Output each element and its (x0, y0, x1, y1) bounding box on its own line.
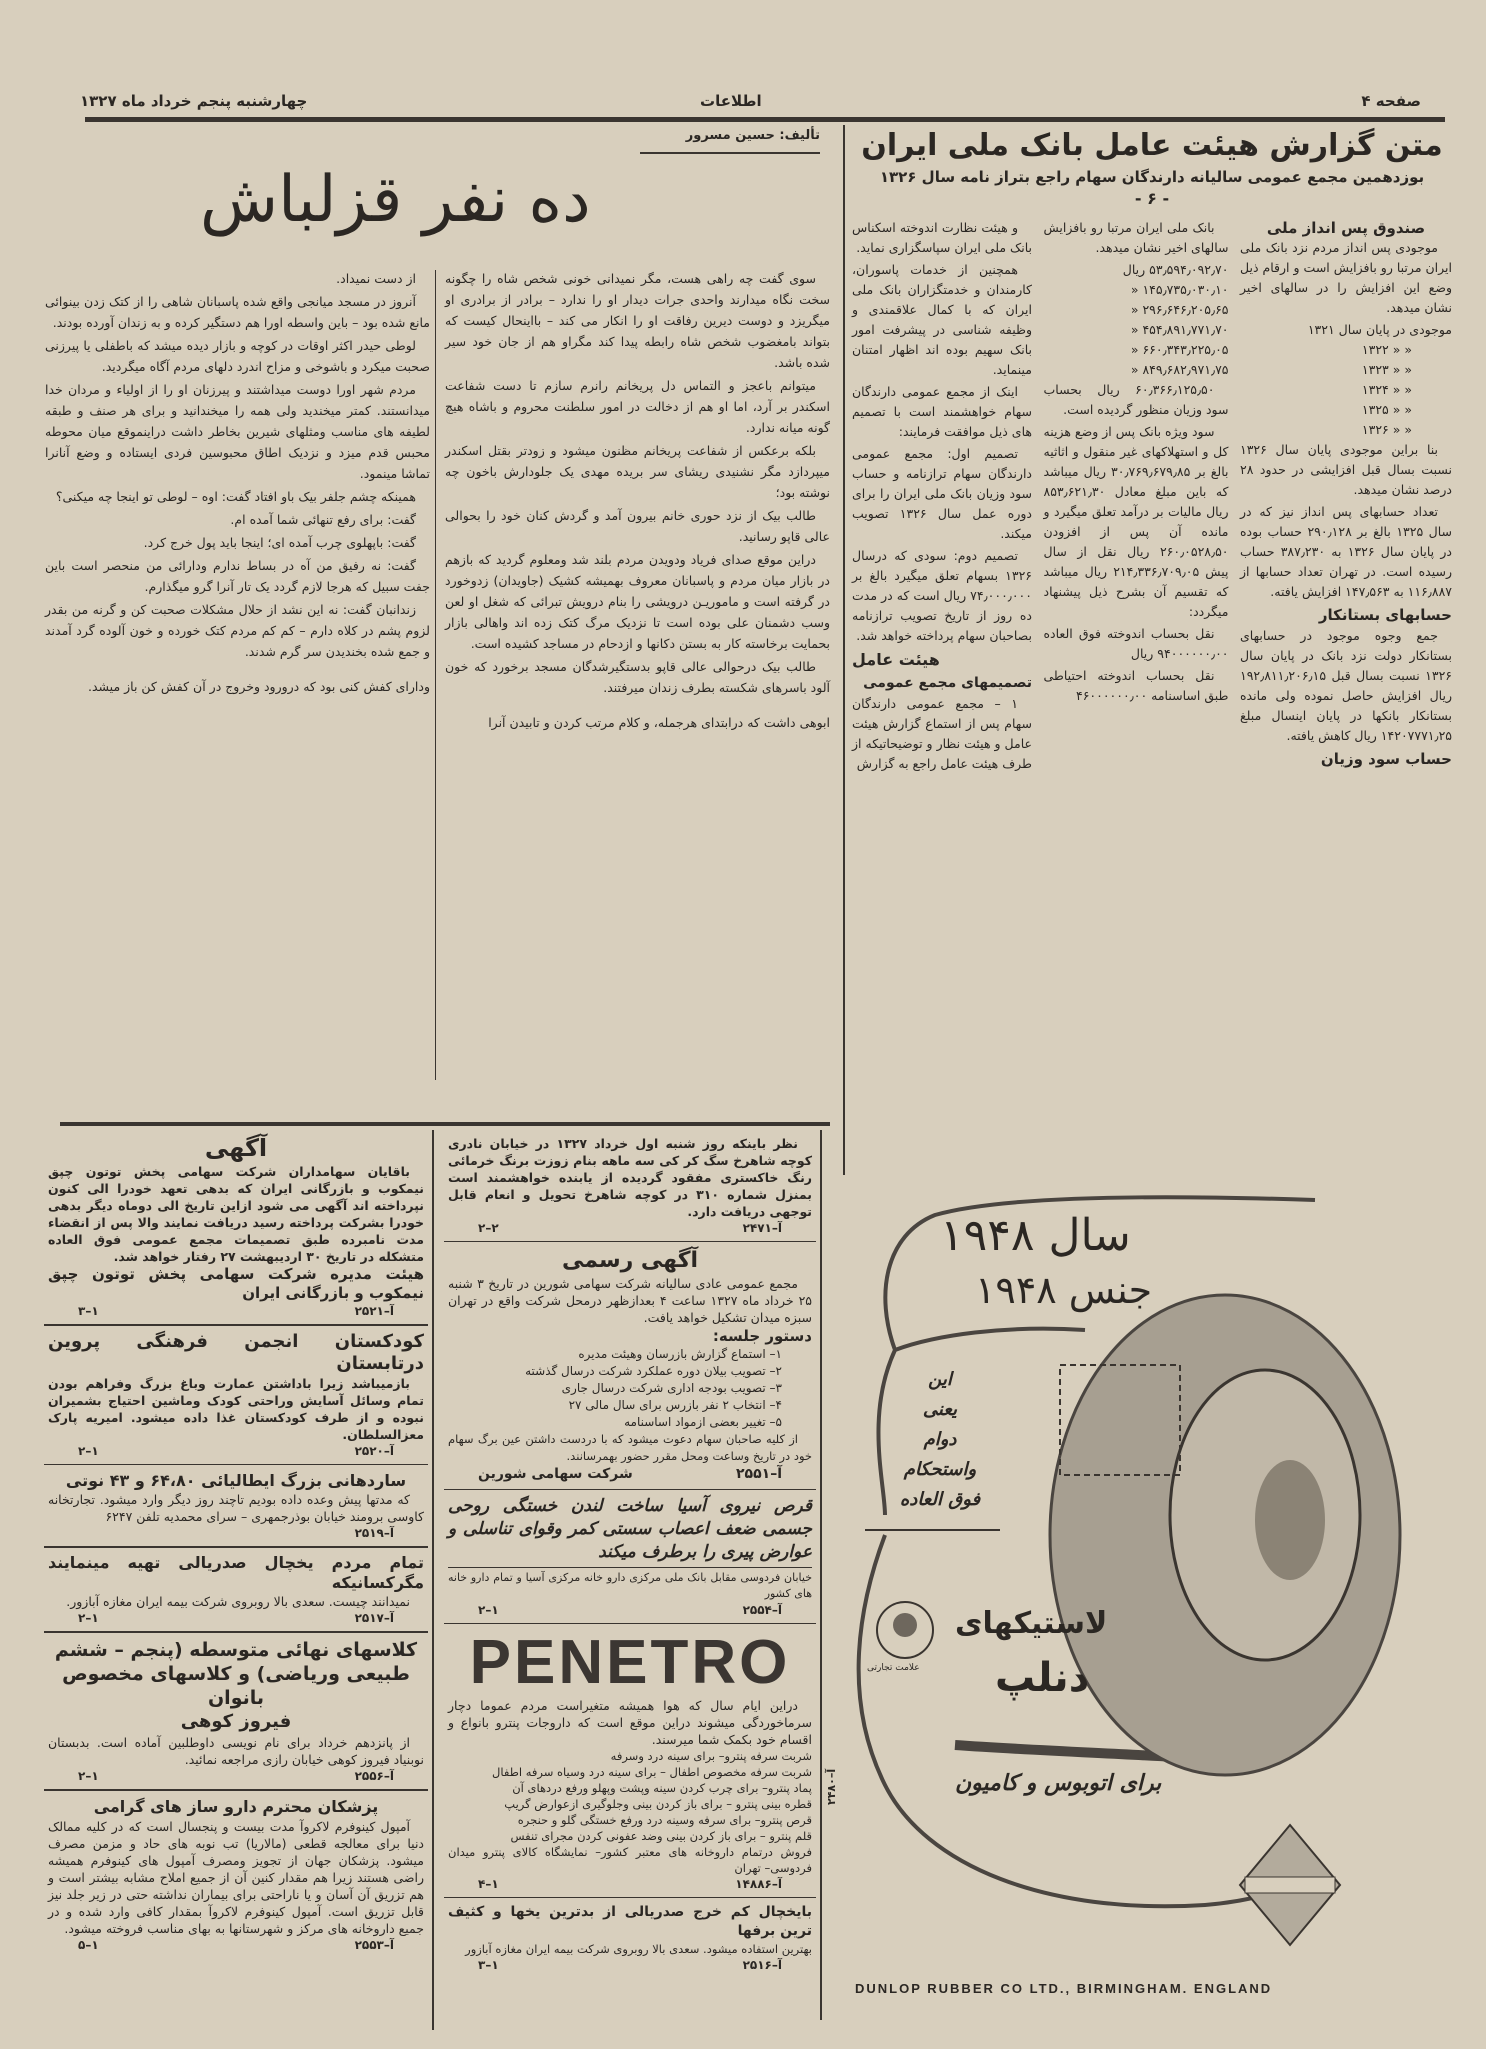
story-col-left-end: ودارای کفش کنی بود که درورود وخروج در آن کفش کن باز میشد. (87, 679, 430, 694)
ad-body: نمیدانند چیست. سعدی بالا روبروی شرکت بیمه ایران مغازه آبازور. (66, 1594, 410, 1609)
ad-body: بازمیباشد زیرا باداشتن عمارت وباغ بزرگ وفراهم بودن تمام وسائل آسایش وراحتی کودک وماشین احتیاج بشمیران نبوده و از طرف کودکستان غذا داده میشود. امیریه پارک معزالسلطان. (48, 1376, 424, 1442)
tagline-word: یعنی (922, 1399, 958, 1420)
ad-code: آ–۲۵۵۶ (354, 1769, 394, 1783)
ad-divider (444, 1623, 816, 1624)
ad-run: ۱–۳ (478, 1958, 499, 1972)
paragraph: گفت: برای رفع تنهائی شما آمده ام. (230, 512, 416, 527)
ad-body: خیابان فردوسی مقابل بانک ملی مرکزی دارو خانه مرکزی آسیا و تمام دارو خانه های کشور (448, 1567, 812, 1602)
amount-row: ۱۴۵٫۷۳۵٫۰۳۰٫۱۰ « (1130, 282, 1229, 297)
ad-kindergarten (44, 1328, 428, 1462)
ad-divider (44, 1546, 428, 1548)
story-col-left (45, 268, 430, 697)
paragraph: سود ویژه بانک پس از وضع هزینه کل و استهلاکهای غیر منقول و اثاثیه بالغ بر ۳۰٫۷۶۹٫۶۷۹٫۸۵ ریال میباشد که باین مبلغ معادل ۸۵۳٫۶۲۱٫۳۰ ریال مالیات بر درآمد تعلق میگیرد و مانده آن پس از افزودن ۲۶۰٫۰۵۲۸٫۵۰ ریال نقل از سال پیش ۲۱۴٫۳۳۶٫۷۰۹٫۰۵ ریال میباشد که تقسیم آن بشرح ذیل پیشنهاد میگردد: (1043, 424, 1229, 619)
dunlop-usage: برای اتوبوس و کامیون (955, 1771, 1162, 1796)
page-number: صفحه ۴ (1361, 92, 1421, 110)
ad-headline: قرص نیروی آسیا ساخت لندن خستگی روحی جسمی ضعف اعصاب سستی کمر وقوای تناسلی و عوارض پیری را برطرف میکند (448, 1496, 812, 1562)
ad-code: آ–۲۵۵۴ (742, 1603, 782, 1617)
ad-official-notice (444, 1244, 816, 1487)
dunlop-quality-line: جنس ۱۹۴۸ (975, 1268, 1153, 1312)
paragraph: سوی گفت چه راهی هست، مگر نمیدانی خونی شخص شاه را چگونه سخت نگاه میدارند واحدی جرات دیدار او را ندارد – برادر از برادری او میگریزد و دوست دیرین رفاقت او را انکار می کند – بااینحال کیست که بتواند بامغضوب شخص شاه رابطه پیدا کند مگراو هم از جان خود سیر شده باشد. (445, 271, 830, 370)
paragraph: و هیئت نظارت اندوخته اسکناس بانک ملی ایران سپاسگزاری نماید. (852, 220, 1032, 255)
paragraph: بلکه برعکس از شفاعت پریخانم مظنون میشود و زودتر بقتل اسکندر میپردازد مگر نشنیدی ریشای سر بریده مهدی یک جلودارش باخون چه نوشته بود؛ (445, 443, 830, 500)
ad-divider (444, 1241, 816, 1242)
ad-body: مجمع عمومی عادی سالیانه شرکت سهامی شورین در تاریخ ۳ شنبه ۲۵ خرداد ماه ۱۳۲۷ ساعت ۴ بعدازظهر درمحل شرکت واقع در تهران سبزه میدان تشکیل خواهد یافت. (448, 1276, 812, 1325)
ad-body: آمپول کینوفرم لاکروآ مدت بیست و پنجسال است که در کلیه ممالک دنیا برای معالجه قطعی (مالاریا) تب نوبه های حاد و مزمن مصرف میشود. پزشکان جهان از تجویز ومصرف آمپول های کینوفرم همیشه راضی هستند زیرا هم مقدار کنین آن از جمیع املاح مشابه بیشتر است و هم تزریق آن آسان و یا ناراحتی برای بیماران نداشته حتی در زیر جلد نیز قابل تزریق است. آمپول کینوفرم لاکروآ بمقدار کافی وارد شده و در جمیع داروخانه های مرکز و شهرستانها به بهای مناسب فروخته میشود. (48, 1819, 424, 1936)
paragraph: طالب بیک از نزد حوری خانم بیرون آمد و گردش کنان خود را بحوالی عالی قاپو رسانید. (445, 508, 830, 544)
agenda-list (448, 1346, 812, 1431)
ad-title: کلاسهای نهائی متوسطه (پنجم – ششم طبیعی وریاضی) و کلاسهای مخصوص بانوان (54, 1639, 418, 1709)
agenda-item: ۳– تصویب بودجه اداری شرکت درسال جاری (561, 1381, 782, 1395)
paragraph: اینک از مجمع عمومی دارندگان سهام خواهشمند است با تصمیم های ذیل موافقت فرمایند: (852, 384, 1032, 439)
ad-code: آ–۲۵۱۷ (354, 1611, 394, 1625)
paragraph: آنروز در مسجد میانجی واقع شده پاسبانان شاهی را از کتک زدن بینوائی مانع شده بود – باین واسطه اورا هم دستگیر کرده و به زندان آورده بودند. (45, 294, 430, 330)
ad-title: آگهی (204, 1134, 268, 1162)
paragraph: بنا براین موجودی پایان سال ۱۳۲۶ نسبت بسال قبل افزایشی در حدود ۲۸ درصد نشان میدهد. (1240, 442, 1452, 497)
paragraph: نقل بحساب اندوخته احتیاطی طبق اساسنامه ۴۶۰۰۰۰۰۰٫۰۰ (1043, 668, 1229, 703)
paragraph: تصمیم اول: مجمع عمومی دارندگان سهام ترازنامه و حساب سود وزیان بانک ملی ایران را برای دوره عمل سال ۱۳۲۶ تصویب میکند. (852, 446, 1032, 541)
ads-middle-stack (444, 1132, 816, 1976)
tire-illustration (1050, 1295, 1400, 1775)
amount-row: ۲۹۶٫۶۴۶٫۲۰۵٫۶۵ « (1130, 302, 1229, 317)
section-rule (60, 1122, 830, 1126)
ad-run: ۱–۲ (78, 1444, 99, 1458)
tagline-word: این (928, 1369, 952, 1390)
year-row: « « ۱۳۲۴ (1361, 382, 1412, 397)
ad-code: آ–۲۵۱۹ (354, 1526, 394, 1540)
bank-report-title: متن گزارش هیئت عامل بانک ملی ایران (861, 128, 1443, 163)
paragraph: ۶۰٫۳۶۶٫۱۲۵٫۵۰ ریال بحساب سود وزیان منظور گردیده است. (1043, 382, 1229, 417)
dunlop-year-line: سال ۱۹۴۸ (940, 1210, 1131, 1261)
ad-code: آ–۲۴۸۰ (825, 1768, 838, 1805)
product-item: شربت سرفه مخصوص اطفال – برای سینه درد وسیاه سرفه اطفال (492, 1765, 812, 1779)
ad-divider (444, 1897, 816, 1898)
ad-title: تمام مردم یخچال صدریالی تهیه مینمایند مگرکسانیکه (48, 1553, 424, 1592)
ad-divider (44, 1324, 428, 1326)
part-number: - ۶ - (1134, 189, 1170, 208)
column-divider (820, 1130, 822, 2020)
bank-col-middle (1044, 218, 1229, 776)
signature: هیئت عامل (852, 650, 940, 669)
tagline-word: دوام (923, 1429, 957, 1450)
paragraph: همچنین از خدمات پاسوران، کارمندان و خدمتگزاران بانک ملی ایران که با کمال علاقمندی و وظیفه شناسی در پیشرفت امور بانک سهیم بوده اند اظهار امتنان مینماید. (852, 262, 1032, 377)
year-row: موجودی در پایان سال ۱۳۲۱ (1307, 322, 1452, 337)
bank-col-right (1240, 218, 1452, 776)
paragraph: از دست نمیداد. (336, 271, 416, 286)
paragraph: میتوانم باعجز و التماس دل پریخانم رانرم سازم تا دست شفاعت اسکندر بر آرد، اما او هم از دخالت در امور سلطنت محروم و باشاه هیچ گونه میانه ندارد. (445, 378, 830, 435)
year-row: « « ۱۳۲۳ (1361, 362, 1412, 377)
column-divider (432, 1130, 434, 2030)
bank-report-subtitle: بوزدهمین مجمع عمومی سالیانه دارندگان سهام راجع بتراز نامه سال ۱۳۲۶ (879, 168, 1425, 186)
paragraph: بانک ملی ایران مرتبا رو بافزایش سالهای اخیر نشان میدهد. (1043, 220, 1229, 255)
ad-quinoform (44, 1793, 428, 1956)
ad-title: آگهی رسمی (561, 1248, 699, 1273)
author-rule (640, 152, 820, 154)
dunlop-diamond-logo (1240, 1825, 1340, 1945)
penetro-products (448, 1748, 812, 1844)
ad-lost-dog (444, 1132, 816, 1239)
ad-code: آ–۲۵۱۶ (742, 1958, 782, 1972)
amount-row: ۶۶۰٫۳۴۳٫۲۲۵٫۰۵ « (1130, 342, 1229, 357)
dunlop-brand-line: لاستیکهای (955, 1606, 1108, 1641)
ad-code: آ–۲۵۲۰ (354, 1444, 394, 1458)
ad-title: پزشکان محترم دارو ساز های گرامی (93, 1797, 379, 1816)
ad-asia-pills (444, 1492, 816, 1621)
ad-fridge-2 (444, 1900, 816, 1976)
product-item: پماد پنترو– برای چرب کردن سینه وپشت وپهلو ورفع دردهای آن (512, 1781, 812, 1795)
product-item: قطره بینی پنترو – برای باز کردن بینی وجلوگیری ازعوارض گریپ (504, 1797, 812, 1811)
paragraph: گفت: باپهلوی چرب آمده ای؛ اینجا باید پول خرج کرد. (143, 535, 416, 550)
ad-title: کودکستان انجمن فرهنگی پروین درتابستان (48, 1331, 424, 1374)
amount-row: ۸۴۹٫۶۸۲٫۹۷۱٫۷۵ « (1130, 362, 1229, 377)
ads-left-stack (44, 1130, 428, 1956)
agenda-item: ۵– تغییر بعضی ازمواد اساسنامه (624, 1415, 782, 1429)
bank-columns (852, 218, 1452, 776)
product-item: قرص پنترو– برای سرفه وسینه درد ورفع خستگی گلو و حنجره (517, 1813, 812, 1827)
bank-col-left (852, 218, 1032, 776)
agenda-item: ۱– استماع گزارش بازرسان وهیئت مدیره (578, 1347, 782, 1361)
ad-sardines (44, 1467, 428, 1544)
ad-fridge (44, 1550, 428, 1629)
credit-accounts-heading: حسابهای بستانکار (1318, 606, 1452, 624)
paragraph: دراین موقع صدای فریاد ودویدن مردم بلند شد ومعلوم گردید که بازهم در بازار میان مردم و پاسبانان معروف بهمیشه کشیک (جاویدان) زدوخورد در گرفته است و ماموریـن درویشی را بنام درویش تبرائی که شغل او لعن وسب دشمنان علی بوده است تا نزدیک مرگ کتک زده اند واهالی بازار بحمایت برخاسته کار به بستن دکانها و ازدحام در مساجد کشیده است. (445, 552, 830, 651)
ad-code: آ–۲۵۵۱ (736, 1466, 782, 1482)
agenda-item: ۴– انتخاب ۲ نفر بازرس برای سال مالی ۲۷ (568, 1398, 782, 1412)
paragraph: نقل بحساب اندوخته فوق العاده ۹۴۰۰۰۰۰۰٫۰۰ ریال (1043, 626, 1229, 661)
ad-headline: بایخچال کم خرج صدریالی از بدترین یخها و کثیف ترین برفها (448, 1904, 812, 1939)
dunlop-tagline (870, 1365, 1010, 1515)
ad-body: نظر باینکه روز شنبه اول خرداد ۱۳۲۷ در خیابان نادری کوچه شاهرخ سگ کر کی سه ماهه بنام زوزت برنگ خرمائی رنگ خاکستری مفقود گردیده از یابنده خواهشمند است بمنزل شماره ۳۱۰ در کوچه شاهرخ تحویل و انعام قابل توجهی دریافت دارد. (448, 1136, 812, 1219)
decisions-heading: تصمیمهای مجمع عمومی (863, 675, 1032, 691)
issue-date: چهارشنبه پنجم خرداد ماه ۱۳۲۷ (80, 92, 308, 110)
dunlop-company: DUNLOP RUBBER CO LTD., BIRMINGHAM. ENGLAND (855, 1981, 1273, 1996)
trademark-label: علامت تجارتی (867, 1663, 920, 1673)
tagline-word: واستحکام (903, 1459, 977, 1480)
ad-body: دراین ایام سال که هوا همیشه متغیراست مردم عموما دچار سرماخوردگی میشوند دراین موقع است که داروجات پنترو بانواع و اقسام خود بکمک شما میرسند. (448, 1698, 812, 1747)
amount-row: ۵۳٫۵۹۴٫۰۹۲٫۷۰ ریال (1122, 262, 1229, 277)
ad-signature: شرکت سهامی شورین (478, 1466, 633, 1482)
ad-footer: فروش درتمام داروخانه های معتبر کشور– نمایشگاه کالای پنترو میدان فردوسی– تهران (448, 1845, 812, 1875)
ad-divider (444, 1489, 816, 1490)
ad-code: آ–۱۴۸۸۶ (735, 1877, 782, 1891)
profit-loss-heading: حساب سود وزیان (1320, 750, 1452, 768)
amount-row: ۴۵۴٫۸۹۱٫۷۷۱٫۷۰ « (1130, 322, 1229, 337)
ad-body: از پانزدهم خرداد برای نام نویسی داوطلبین آماده است. بدبستان نوبنیاد فیروز کوهی خیابان رازی مراجعه نمائید. (48, 1735, 424, 1767)
paragraph: موجودی پس انداز مردم نزد بانک ملی ایران مرتبا رو بافزایش است و ارقام ذیل وضع این افزایش را در سالهای اخیر نشان میدهد. (1240, 240, 1452, 315)
ad-code: آ–۲۴۷۱ (742, 1221, 782, 1235)
ad-tobacco-notice (44, 1130, 428, 1322)
masthead-rule (85, 117, 1445, 122)
ad-code: آ–۲۵۵۳ (354, 1938, 394, 1952)
story-title: ده نفر قزلباش (200, 163, 591, 237)
year-row: « « ۱۳۲۶ (1361, 422, 1412, 437)
paragraph: تصمیم دوم: سودی که درسال ۱۳۲۶ بسهام تعلق میگیرد بالغ بر ۷۴٫۰۰۰٫۰۰۰ ریال است که در مدت ده روز از تاریخ تصویب ترازنامه بصاحبان سهام پرداخته خواهد شد. (852, 548, 1032, 643)
paragraph: همینکه چشم جلفر بیک باو افتاد گفت: اوه – لوطی تو اینجا چه میکنی؟ (55, 489, 416, 504)
paragraph: ۱ – مجمع عمومی دارندگان سهام پس از استماع گزارش هیئت عامل و هیئت نظار و توضیحاتیکه از طرف هیئت عامل راجع به گزارش (852, 696, 1032, 771)
ad-subtitle: فیروز کوهی (180, 1711, 292, 1732)
product-item: قلم پنترو – برای باز کردن بینی وضد عفونی کردن مجرای تنفس (510, 1829, 812, 1843)
dunlop-banner-frame (845, 1185, 1460, 2015)
ad-divider (44, 1631, 428, 1633)
paragraph: مردم شهر اورا دوست میداشتند و پیرزنان او را از اولیاء و مردان خدا میدانستند. کمتر میخندید ولی همه را میخندانید و برای هر صنف و طبقه لطیفه های مناسب ومثلهای شیرین بخاطر داشت دراینموقع میان محوطه محبس قدم میزد و نزدیک اطاق محبوسین فردی ایستاده و وضع آنانرا تماشا مینمود. (45, 382, 430, 481)
bank-report-body (852, 126, 1452, 776)
story-col-right (445, 268, 830, 733)
column-divider (843, 125, 845, 1175)
ad-title: ساردهانی بزرگ ایطالیائی ۶۴،۸۰ و ۴۳ نوتی (65, 1471, 407, 1490)
ad-school (44, 1635, 428, 1787)
agenda-title: دستور جلسه: (712, 1327, 812, 1345)
paragraph: طالب بیک درحوالی عالی قاپو بدستگیرشدگان مسجد برخورد که خون آلود باسرهای شکسته بطرف زندان میرفتند. (445, 659, 830, 695)
ad-dunlop (825, 1185, 1460, 2015)
ad-divider (44, 1464, 428, 1465)
ad-footer: از کلیه صاحبان سهام دعوت میشود که با دردست داشتن عین برگ سهام خود در تاریخ وساعت ومحل مقرر حضور بهمرسانند. (448, 1432, 812, 1463)
paragraph: گفت: نه رفیق من آه در بساط ندارم ودارائی من منحصر است باین جفت سبیل که هرجا لازم گردد یک تار آنرا گرو میگذارم. (45, 558, 430, 594)
savings-heading: صندوق پس انداز ملی (1266, 219, 1426, 237)
paragraph: لوطی حیدر اکثر اوقات در کوچه و بازار دیده میشد که باطفلی یا پیرزنی صحبت میکرد و باشوخی و مزاح اندرد دلهای مردم آگاه میگردید. (45, 338, 430, 374)
agenda-item: ۲– تصویب بیلان دوره عملکرد شرکت درسال گذشته (525, 1364, 782, 1378)
product-item: شربت سرفه پنترو– برای سینه درد وسرفه (610, 1749, 812, 1763)
year-row: « « ۱۳۲۲ (1361, 342, 1412, 357)
paragraph: زندانبان گفت: نه این نشد از حلال مشکلات صحبت کن و گرنه من بقدر لزوم پشم در کلاه دارم – کم کم مردم کتک خورده و خون آلوده گرد آمدند و جمع شده بخندیدن سر گرم شدند. (45, 602, 430, 659)
ad-run: ۱–۲ (78, 1611, 99, 1625)
dunlop-brand: دنلپ (995, 1655, 1090, 1701)
story-author: تألیف: حسین مسرور (685, 128, 820, 143)
newspaper-name: اطلاعات (700, 92, 762, 110)
ad-run: ۱–۲ (78, 1769, 99, 1783)
column-divider (435, 270, 436, 1080)
ad-code: آ–۲۵۲۱ (354, 1304, 394, 1318)
ad-divider (44, 1789, 428, 1791)
ad-run: ۱–۴ (478, 1877, 499, 1891)
ad-run: ۲–۲ (478, 1221, 499, 1235)
ad-penetro (444, 1626, 816, 1895)
story-col-right-end: ابوهی داشت که درابتدای هرجمله، و کلام مرتب کردن و تابیدن آنرا (488, 715, 830, 730)
ad-signature: هیئت مدیره شرکت سهامی پخش توتون چپق نیمکوب و بازرگانی ایران (48, 1265, 424, 1302)
ad-run: ۱–۳ (78, 1304, 99, 1318)
ad-run: ۱–۵ (78, 1938, 99, 1952)
penetro-logo: PENETRO (469, 1628, 791, 1697)
ad-run: ۱–۲ (478, 1603, 499, 1617)
ad-body: باقایان سهامداران شرکت سهامی پخش توتون چپق نیمکوب و بازرگانی ایران که بدهی تعهد خودرا الی کنون نپرداخته اند آگهی می شود ازاین تاریخ الی دوماه دیگر بدهی خودرا بشرکت پرداخته رسید دریافت نمایند والا پس از انقضاء مدت نامبرده طبق تصمیمات مجمع عمومی فوق العاده متشکله در تاریخ ۳۰ اردیبهشت ۲۷ رفتار خواهد شد. (48, 1164, 424, 1264)
savings-years (1240, 320, 1452, 440)
paragraph: جمع وجوه موجود در حسابهای بستانکار دولت نزد بانک در پایان سال ۱۳۲۶ نسبت بسال قبل ۱۹۲٫۸۱۱٫۲۰۶٫۱۵ ریال افزایش حاصل نموده ولی مانده بستانکار بانکها در پایان اینسال مبلغ ۱۴۲۰۷۷۷۱٫۲۵ ریال کاهش یافته. (1240, 628, 1452, 743)
ad-body: که مدتها پیش وعده داده بودیم تاچند روز دیگر وارد میشود. تجارتخانه کاوسی برومند خیابان بوذرجمهری – سرای محمدیه تلفن ۶۲۴۷ (48, 1492, 424, 1524)
year-row: « « ۱۳۲۵ (1361, 402, 1412, 417)
ad-body: بهترین استفاده میشود. سعدی بالا روبروی شرکت بیمه ایران مغازه آبازور (465, 1942, 812, 1956)
paragraph: تعداد حسابهای پس انداز نیز که در سال ۱۳۲۵ بالغ بر ۲۹۰٫۱۲۸ حساب بوده در پایان سال ۱۳۲۶ به ۳۸۷٫۲۳۰ حساب رسیده است. در تهران تعداد حسابها از ۱۱۶٫۸۸۷ به ۱۴۷٫۵۶۳ افزایش یافته. (1240, 504, 1453, 599)
tagline-word: فوق العاده (899, 1489, 981, 1510)
